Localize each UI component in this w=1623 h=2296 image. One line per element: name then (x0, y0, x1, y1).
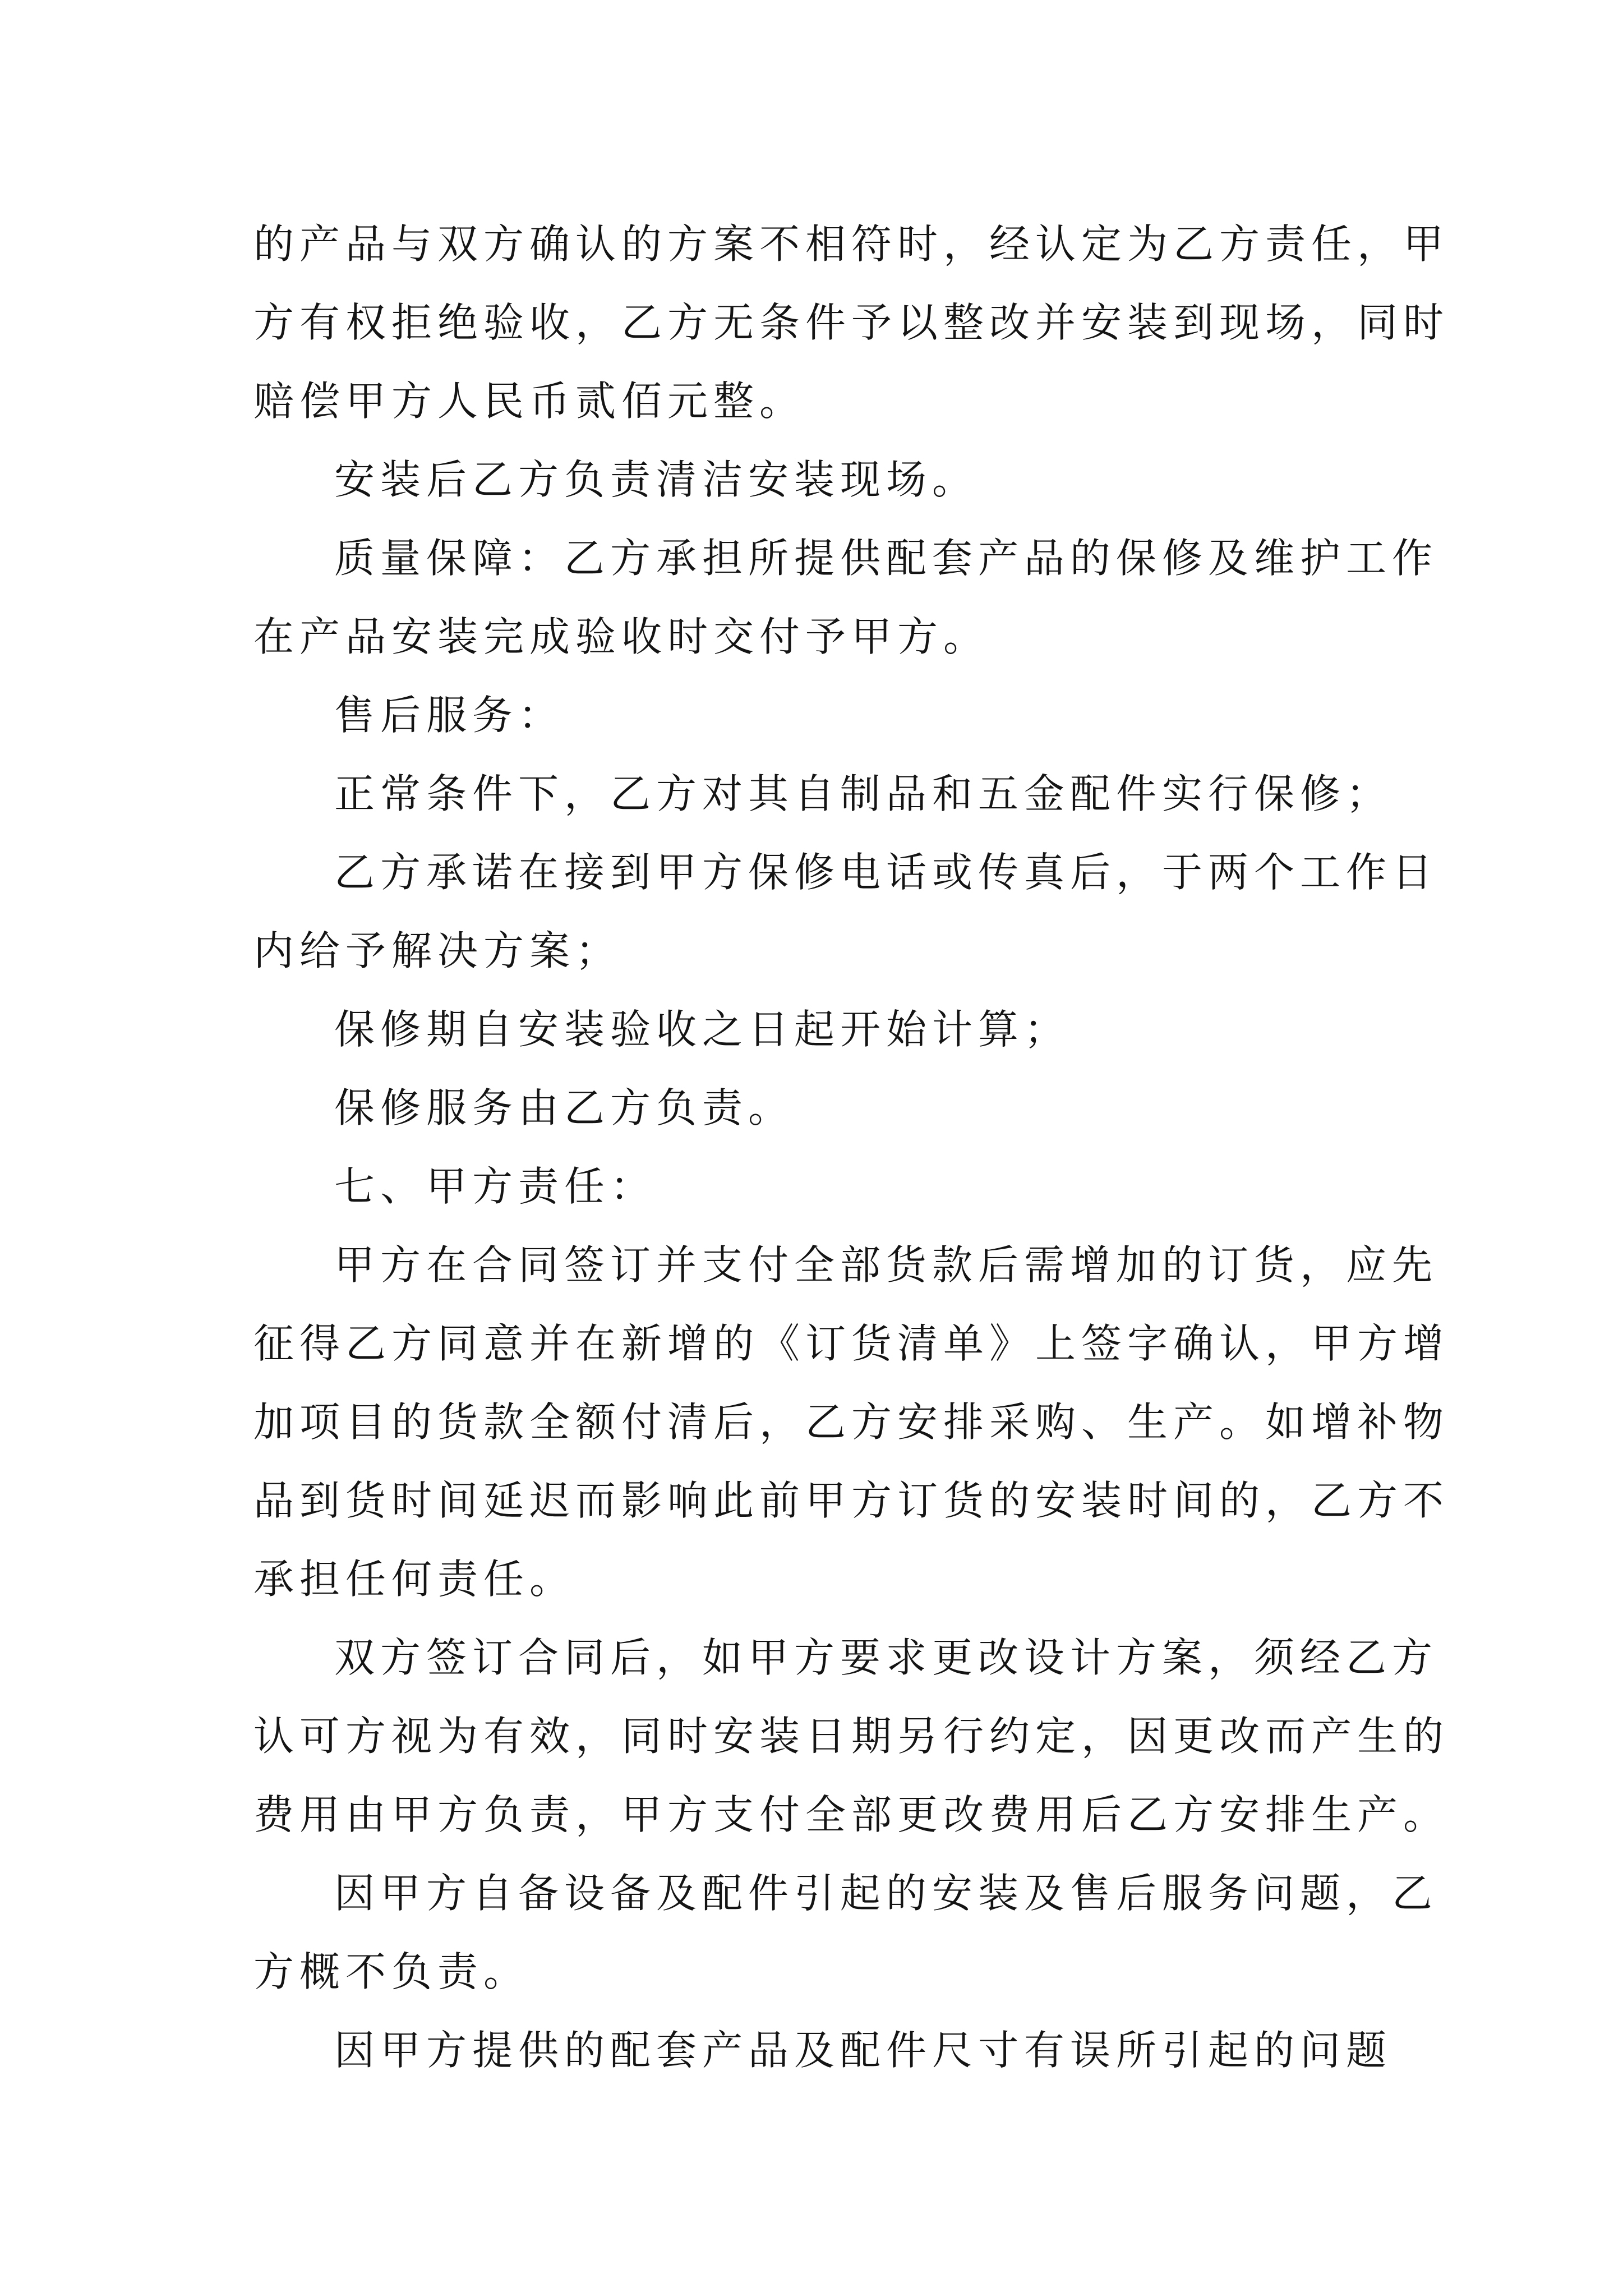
text-line: 质量保障：乙方承担所提供配套产品的保修及维护工作 (334, 535, 1438, 582)
text-line: 正常条件下，乙方对其自制品和五金配件实行保修； (334, 770, 1393, 817)
text-line: 在产品安装完成验收时交付予甲方。 (253, 613, 990, 660)
text-line: 方有权拒绝验收，乙方无条件予以整改并安装到现场，同时 (253, 299, 1450, 346)
text-line: 加项目的货款全额付清后，乙方安排采购、生产。如增补物 (253, 1398, 1450, 1446)
text-line: 保修服务由乙方负责。 (334, 1084, 795, 1131)
text-line: 因甲方自备设备及配件引起的安装及售后服务问题，乙 (334, 1870, 1438, 1917)
text-line: 费用由甲方负责，甲方支付全部更改费用后乙方安排生产。 (253, 1791, 1450, 1838)
text-line: 认可方视为有效，同时安装日期另行约定，因更改而产生的 (253, 1713, 1450, 1760)
text-line: 承担任何责任。 (253, 1556, 576, 1603)
text-line: 赔偿甲方人民币贰佰元整。 (253, 378, 806, 425)
text-line: 双方签订合同后，如甲方要求更改设计方案，须经乙方 (334, 1634, 1438, 1681)
text-line: 的产品与双方确认的方案不相符时，经认定为乙方责任，甲 (253, 220, 1450, 268)
text-line: 方概不负责。 (253, 1948, 530, 1995)
text-line: 品到货时间延迟而影响此前甲方订货的安装时间的，乙方不 (253, 1477, 1450, 1524)
text-line: 征得乙方同意并在新增的《订货清单》上签字确认，甲方增 (253, 1320, 1450, 1367)
text-line: 因甲方提供的配套产品及配件尺寸有误所引起的问题 (334, 2027, 1393, 2074)
text-line: 乙方承诺在接到甲方保修电话或传真后，于两个工作日 (334, 849, 1438, 896)
section-heading: 七、甲方责任： (334, 1163, 657, 1210)
text-line: 保修期自安装验收之日起开始计算； (334, 1006, 1071, 1053)
text-line: 内给予解决方案； (253, 927, 622, 974)
text-line: 甲方在合同签订并支付全部货款后需增加的订货，应先 (334, 1241, 1438, 1289)
text-line: 安装后乙方负责清洁安装现场。 (334, 456, 979, 503)
text-line: 售后服务： (334, 692, 565, 739)
